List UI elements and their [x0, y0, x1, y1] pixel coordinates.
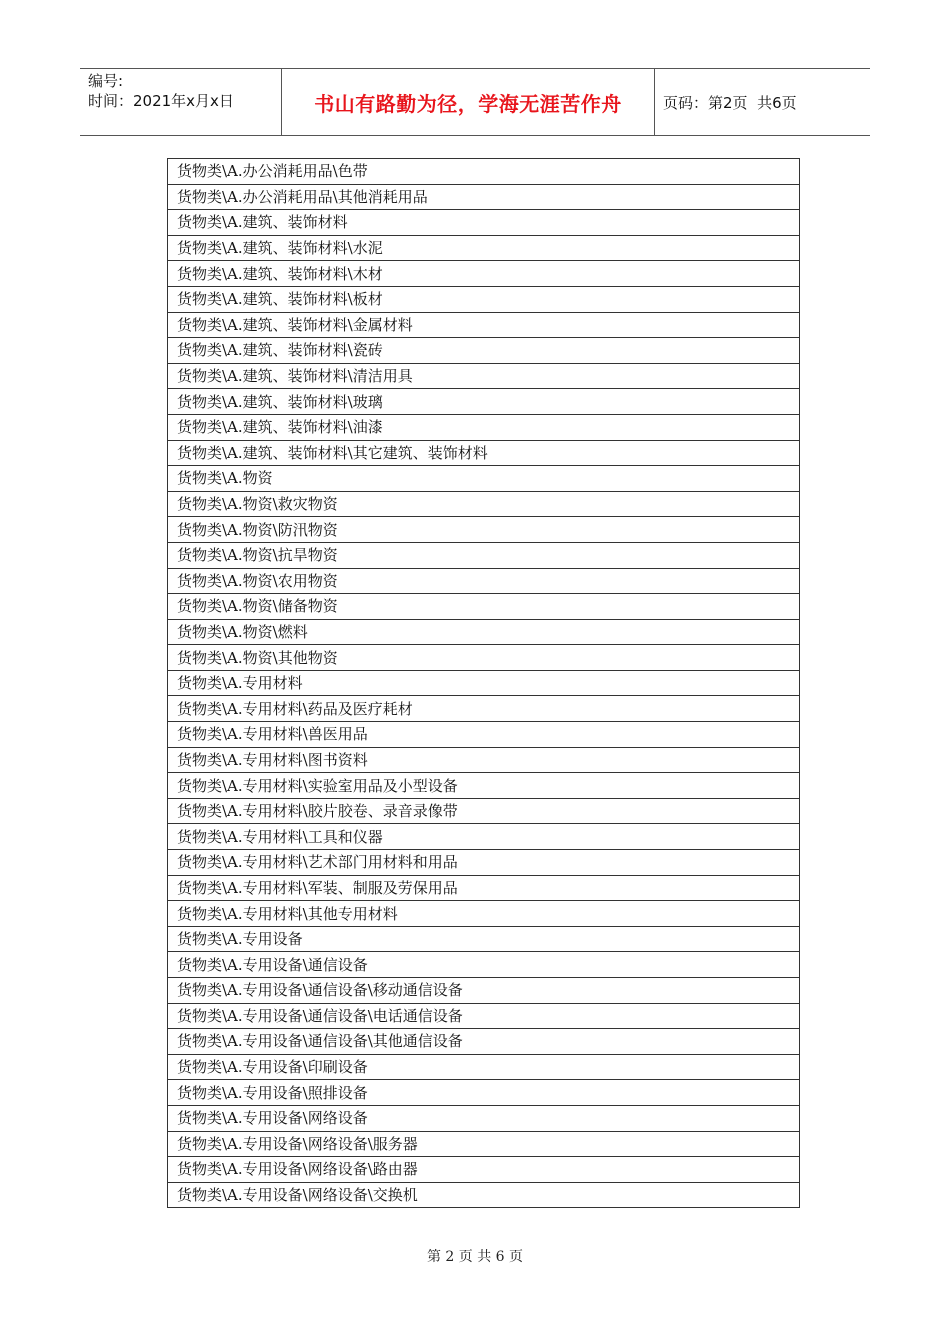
- table-row: [168, 568, 800, 594]
- page-info-text: 页码：第2页 共6页: [663, 93, 797, 112]
- table-row: [168, 542, 800, 568]
- category-table: [167, 158, 800, 1208]
- table-row: [168, 619, 800, 645]
- category-path-cell: 货物类\A.专用设备\印刷设备: [168, 1054, 800, 1080]
- table-row: [168, 1029, 800, 1055]
- table-row: [168, 338, 800, 364]
- document-number-label: 编号:: [88, 72, 124, 90]
- table-row: [168, 1080, 800, 1106]
- header-page-info: [655, 69, 870, 135]
- table-row: [168, 261, 800, 287]
- table-row: [168, 312, 800, 338]
- category-path-cell: 货物类\A.建筑、装饰材料\板材: [168, 286, 800, 312]
- table-row: [168, 414, 800, 440]
- category-path-cell: 货物类\A.专用材料\实验室用品及小型设备: [168, 773, 800, 799]
- category-path-cell: 货物类\A.专用设备\网络设备\路由器: [168, 1157, 800, 1183]
- table-row: [168, 235, 800, 261]
- table-row: [168, 824, 800, 850]
- table-row: [168, 670, 800, 696]
- category-path-cell: 货物类\A.建筑、装饰材料\水泥: [168, 235, 800, 261]
- category-path-cell: 货物类\A.物资\储备物资: [168, 594, 800, 620]
- table-row: [168, 901, 800, 927]
- category-path-cell: 货物类\A.专用材料\工具和仪器: [168, 824, 800, 850]
- category-path-cell: 货物类\A.专用设备\网络设备\交换机: [168, 1182, 800, 1208]
- category-path-cell: 货物类\A.专用设备\通信设备\电话通信设备: [168, 1003, 800, 1029]
- table-row: [168, 1003, 800, 1029]
- table-row: [168, 747, 800, 773]
- category-path-cell: 货物类\A.建筑、装饰材料\油漆: [168, 414, 800, 440]
- table-row: [168, 696, 800, 722]
- table-row: [168, 1182, 800, 1208]
- table-row: [168, 594, 800, 620]
- category-path-cell: 货物类\A.专用材料\药品及医疗耗材: [168, 696, 800, 722]
- category-path-cell: 货物类\A.专用设备\通信设备: [168, 952, 800, 978]
- table-row: [168, 491, 800, 517]
- category-path-cell: 货物类\A.建筑、装饰材料\清洁用具: [168, 363, 800, 389]
- table-row: [168, 210, 800, 236]
- category-path-cell: 货物类\A.物资\其他物资: [168, 645, 800, 671]
- category-path-cell: 货物类\A.专用材料\艺术部门用材料和用品: [168, 850, 800, 876]
- category-path-cell: 货物类\A.建筑、装饰材料\玻璃: [168, 389, 800, 415]
- category-path-cell: 货物类\A.建筑、装饰材料\其它建筑、装饰材料: [168, 440, 800, 466]
- table-row: [168, 1157, 800, 1183]
- table-row: [168, 389, 800, 415]
- category-path-cell: 货物类\A.物资: [168, 466, 800, 492]
- table-row: [168, 286, 800, 312]
- category-path-cell: 货物类\A.专用材料\兽医用品: [168, 722, 800, 748]
- category-path-cell: 货物类\A.建筑、装饰材料\瓷砖: [168, 338, 800, 364]
- table-row: [168, 1105, 800, 1131]
- table-row: [168, 798, 800, 824]
- table-row: [168, 645, 800, 671]
- category-path-cell: 货物类\A.专用材料\图书资料: [168, 747, 800, 773]
- category-table-body: [168, 159, 800, 1208]
- table-row: [168, 978, 800, 1004]
- motto-text: 书山有路勤为径，学海无涯苦作舟: [314, 91, 622, 116]
- table-row: [168, 875, 800, 901]
- footer-page-number: 第 2 页 共 6 页: [426, 1249, 524, 1265]
- table-row: [168, 184, 800, 210]
- header-meta: [80, 69, 282, 135]
- table-row: [168, 159, 800, 185]
- category-path-cell: 货物类\A.物资\救灾物资: [168, 491, 800, 517]
- category-path-cell: 货物类\A.专用设备\照排设备: [168, 1080, 800, 1106]
- table-row: [168, 926, 800, 952]
- header-motto: [282, 69, 655, 135]
- category-path-cell: 货物类\A.办公消耗用品\其他消耗用品: [168, 184, 800, 210]
- table-row: [168, 952, 800, 978]
- category-path-cell: 货物类\A.建筑、装饰材料\木材: [168, 261, 800, 287]
- category-path-cell: 货物类\A.办公消耗用品\色带: [168, 159, 800, 185]
- page-header: [80, 68, 870, 136]
- table-row: [168, 440, 800, 466]
- category-path-cell: 货物类\A.物资\防汛物资: [168, 517, 800, 543]
- category-path-cell: 货物类\A.专用材料\胶片胶卷、录音录像带: [168, 798, 800, 824]
- category-path-cell: 货物类\A.专用设备\通信设备\移动通信设备: [168, 978, 800, 1004]
- category-path-cell: 货物类\A.建筑、装饰材料: [168, 210, 800, 236]
- table-row: [168, 850, 800, 876]
- category-path-cell: 货物类\A.专用设备\网络设备: [168, 1105, 800, 1131]
- document-time-label: 时间：2021年x月x日: [88, 92, 234, 110]
- table-row: [168, 517, 800, 543]
- category-path-cell: 货物类\A.专用设备\通信设备\其他通信设备: [168, 1029, 800, 1055]
- page-footer: [0, 1246, 950, 1266]
- category-path-cell: 货物类\A.物资\农用物资: [168, 568, 800, 594]
- category-path-cell: 货物类\A.专用材料\其他专用材料: [168, 901, 800, 927]
- table-row: [168, 1131, 800, 1157]
- category-path-cell: 货物类\A.物资\抗旱物资: [168, 542, 800, 568]
- category-path-cell: 货物类\A.专用材料: [168, 670, 800, 696]
- category-path-cell: 货物类\A.专用设备: [168, 926, 800, 952]
- table-row: [168, 466, 800, 492]
- table-row: [168, 722, 800, 748]
- table-row: [168, 773, 800, 799]
- table-row: [168, 363, 800, 389]
- category-path-cell: 货物类\A.专用材料\军装、制服及劳保用品: [168, 875, 800, 901]
- category-path-cell: 货物类\A.专用设备\网络设备\服务器: [168, 1131, 800, 1157]
- category-path-cell: 货物类\A.物资\燃料: [168, 619, 800, 645]
- category-path-cell: 货物类\A.建筑、装饰材料\金属材料: [168, 312, 800, 338]
- table-row: [168, 1054, 800, 1080]
